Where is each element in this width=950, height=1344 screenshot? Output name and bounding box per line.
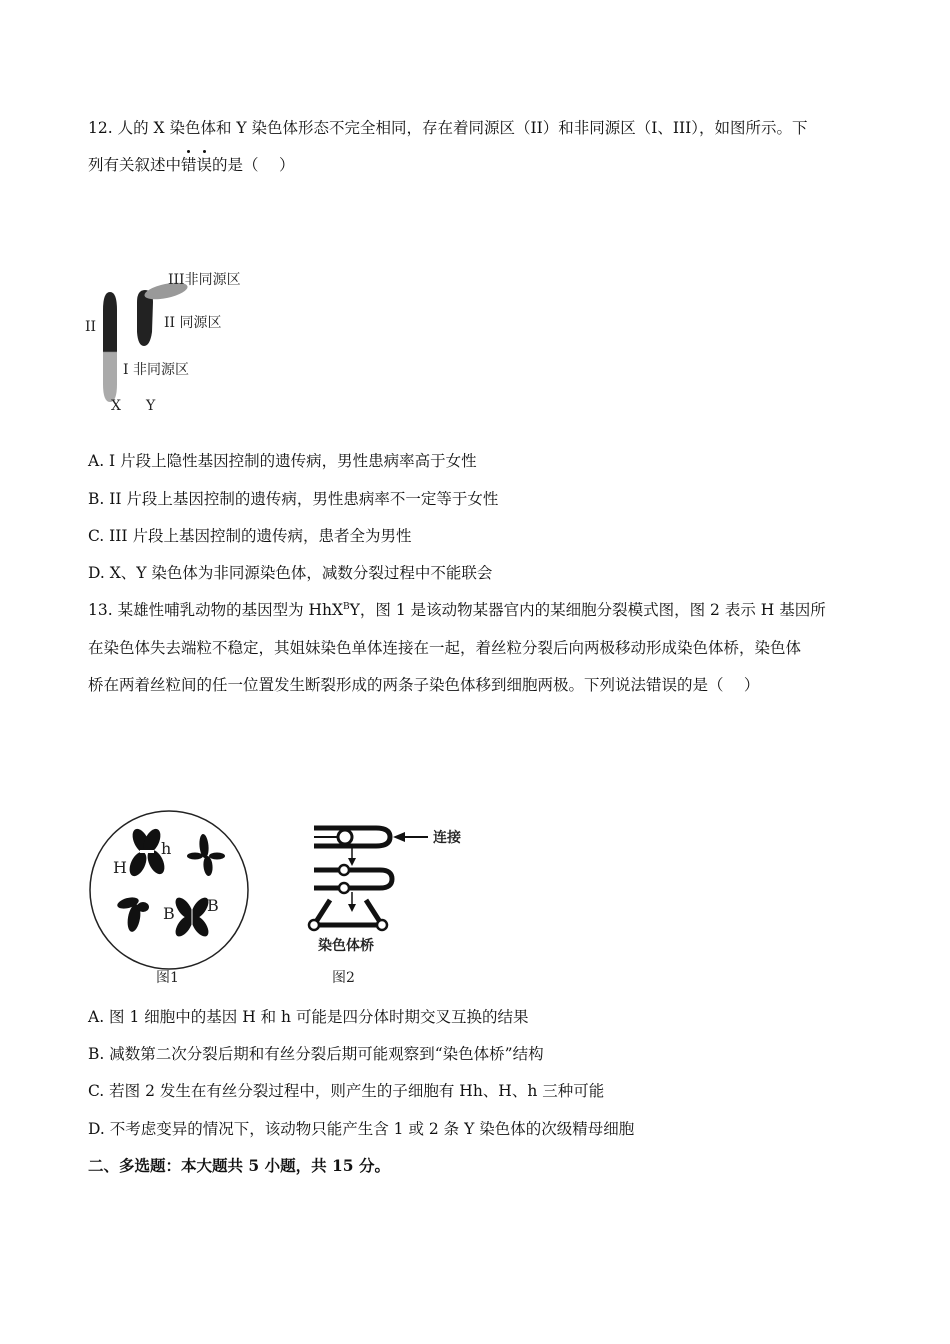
centromere-bridge-right — [377, 920, 387, 930]
arrow-head-down — [348, 858, 356, 866]
q13-stem-text: 13. 某雄性哺乳动物的基因型为 HhX — [88, 601, 344, 619]
cell-outline — [90, 811, 248, 969]
x-chromosome-upper — [103, 292, 117, 352]
q12-option-a: A. I 片段上隐性基因控制的遗传病，男性患病率高于女性 — [88, 452, 477, 470]
x-chromosome-lower — [103, 352, 117, 402]
chromosome-bridge — [314, 900, 382, 925]
chromosome-bridge-figure — [300, 820, 490, 990]
q13-option-d: D. 不考虑变异的情况下，该动物只能产生含 1 或 2 条 Y 染色体的次级精母细胞 — [88, 1120, 635, 1138]
label-ii: II — [85, 319, 97, 335]
superscript-b: B — [343, 601, 350, 612]
centromere-bridge-left — [309, 920, 319, 930]
centromere-middle-upper — [339, 865, 349, 875]
q13-stem-line2: 在染色体失去端粒不稳定，其姐妹染色单体连接在一起，着丝粒分裂后向两极移动形成染色体桥，染色体 — [88, 639, 802, 657]
label-x: X — [111, 398, 121, 414]
sister-chromatids-middle — [314, 870, 392, 888]
q12-option-c: C. III 片段上基因控制的遗传病，患者全为男性 — [88, 527, 412, 545]
centromere-middle-lower — [339, 883, 349, 893]
arrow-head-down — [348, 904, 356, 912]
label-i-nonhomologous: I 非同源区 — [123, 362, 189, 378]
q12-stem-line2 — [88, 153, 862, 177]
q12-option-d: D. X、Y 染色体为非同源染色体，减数分裂过程中不能联会 — [88, 564, 493, 582]
gene-label-h-lower: h — [161, 839, 172, 858]
gene-label-b-left: B — [163, 904, 175, 923]
emphasis-char: 误 — [196, 156, 213, 174]
arrow-head-left — [393, 832, 405, 842]
section-heading: 二、多选题：本大题共 5 小题，共 15 分。 — [88, 1156, 390, 1175]
label-iii-nonhomologous: III非同源区 — [168, 272, 241, 288]
label-ii-homologous: II 同源区 — [164, 315, 222, 331]
q12-stem-line1: 12. 人的 X 染色体和 Y 染色体形态不完全相同，存在着同源区（II）和非同源区（I、III），如图所示。下 — [88, 119, 808, 137]
figure2-caption: 图2 — [332, 970, 355, 986]
chromosome-b-pair — [172, 895, 212, 940]
figure1-caption: 图1 — [156, 970, 179, 986]
chromosome-upper-right — [187, 834, 225, 877]
emphasis-char: 错 — [181, 156, 197, 174]
xy-chromosome-figure — [80, 262, 280, 422]
q12-stem-tail: 的是（ ） — [212, 156, 295, 174]
label-y: Y — [146, 398, 156, 414]
q13-stem-text-rest: Y，图 1 是该动物某器官内的某细胞分裂模式图，图 2 表示 H 基因所 — [349, 601, 826, 619]
label-connect: 连接 — [433, 830, 461, 846]
gene-label-h-upper: H — [113, 858, 127, 877]
q13-stem-line3: 桥在两着丝粒间的任一位置发生断裂形成的两条子染色体移到细胞两极。下列说法错误的是（ ） — [88, 676, 760, 694]
q13-option-c: C. 若图 2 发生在有丝分裂过程中，则产生的子细胞有 Hh、H、h 三种可能 — [88, 1082, 605, 1100]
q13-stem-line1 — [88, 598, 862, 622]
q13-option-b: B. 减数第二次分裂后期和有丝分裂后期可能观察到“染色体桥”结构 — [88, 1045, 544, 1063]
label-bridge: 染色体桥 — [318, 938, 374, 954]
gene-label-b-right: B — [207, 896, 219, 915]
chromosome-lower-left — [116, 895, 149, 933]
cell-division-figure — [88, 810, 258, 990]
q12-stem-text: 列有关叙述中 — [88, 156, 182, 174]
q12-option-b: B. II 片段上基因控制的遗传病，男性患病率不一定等于女性 — [88, 490, 499, 508]
q13-option-a: A. 图 1 细胞中的基因 H 和 h 可能是四分体时期交叉互换的结果 — [88, 1008, 529, 1026]
centromere-upper — [338, 830, 352, 844]
